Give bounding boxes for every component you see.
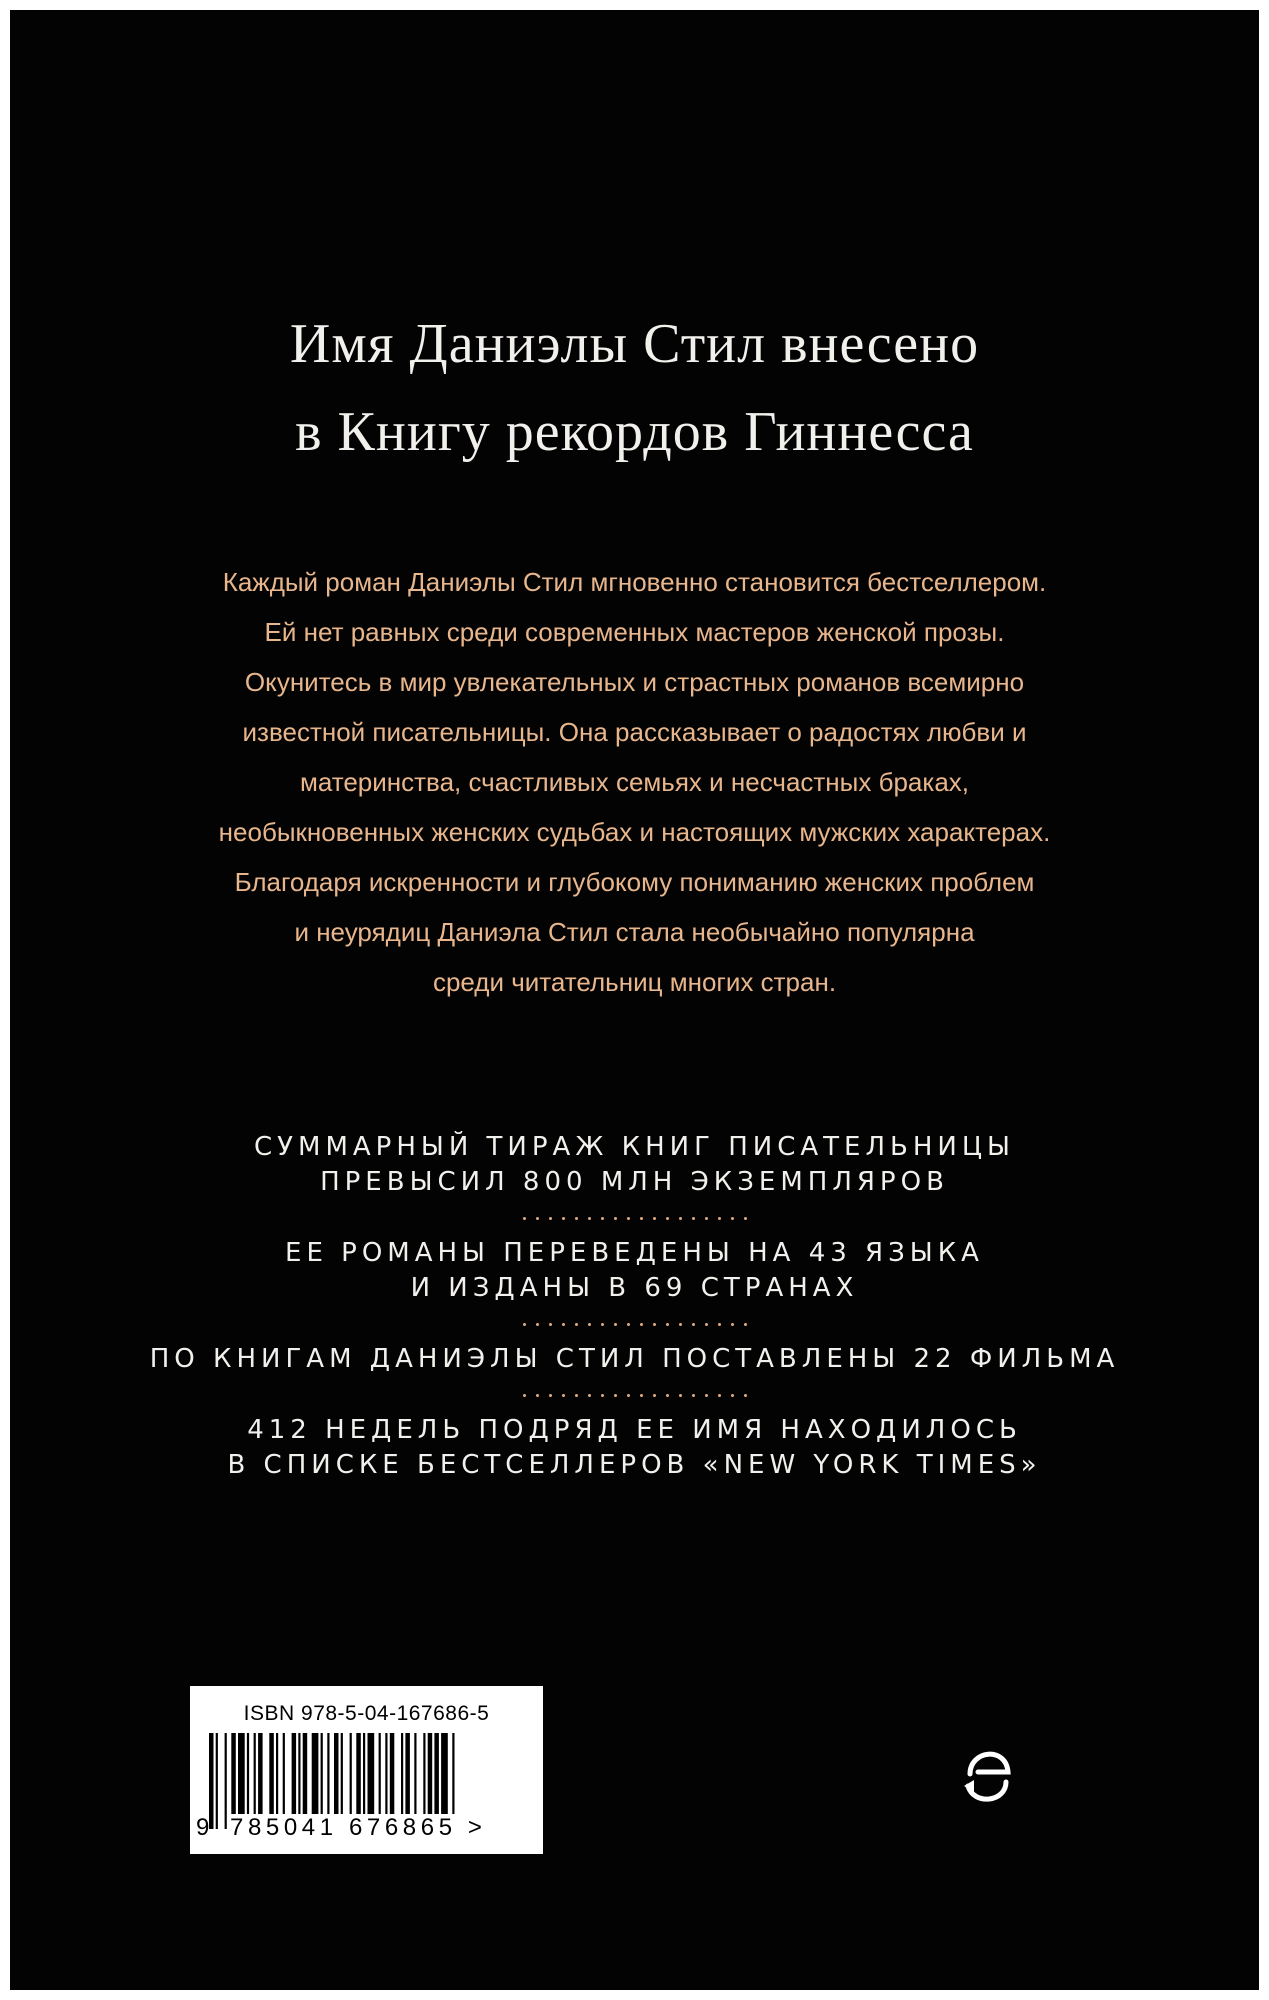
fact-line: ПРЕВЫСИЛ 800 МЛН ЭКЗЕМПЛЯРОВ xyxy=(320,1167,949,1197)
separator-dot xyxy=(718,1323,721,1326)
separator-dot xyxy=(653,1394,656,1397)
barcode-bar xyxy=(225,1733,227,1829)
separator-dot xyxy=(705,1323,708,1326)
separator-dot xyxy=(588,1217,591,1220)
separator-dot xyxy=(575,1217,578,1220)
separator-dot xyxy=(549,1394,552,1397)
ean-first-digit: 9 xyxy=(196,1814,214,1841)
blurb-line: среди читательниц многих стран. xyxy=(432,967,837,997)
separator-dot xyxy=(536,1394,539,1397)
separator-dot xyxy=(744,1394,747,1397)
separator-dot xyxy=(549,1323,552,1326)
separator-dot xyxy=(575,1394,578,1397)
separator-dot xyxy=(666,1323,669,1326)
separator-dot xyxy=(614,1217,617,1220)
fact-line: ПО КНИГАМ ДАНИЭЛЫ СТИЛ ПОСТАВЛЕНЫ 22 ФИЛЬМА xyxy=(149,1344,1120,1374)
separator-dot xyxy=(653,1323,656,1326)
separator-dot xyxy=(731,1217,734,1220)
separator-dot xyxy=(523,1217,526,1220)
blurb-line: известной писательницы. Она рассказывает о радостях любви и xyxy=(242,717,1027,747)
blurb-line: и неурядиц Даниэла Стил стала необычайно популярна xyxy=(294,917,975,947)
fact-item xyxy=(10,1236,1259,1306)
separator-dot xyxy=(692,1323,695,1326)
separator-dot xyxy=(666,1394,669,1397)
dotted-separator xyxy=(10,1377,1259,1413)
fact-item xyxy=(10,1342,1259,1377)
separator-dot xyxy=(523,1323,526,1326)
blurb xyxy=(10,557,1259,1007)
separator-dot xyxy=(614,1323,617,1326)
separator-dot xyxy=(731,1394,734,1397)
separator-dot xyxy=(718,1394,721,1397)
separator-dot xyxy=(575,1323,578,1326)
separator-dot xyxy=(692,1394,695,1397)
separator-dot xyxy=(562,1394,565,1397)
dotted-separator xyxy=(10,1306,1259,1342)
blurb-line: материнства, счастливых семьях и несчастных браках, xyxy=(299,767,970,797)
separator-dot xyxy=(627,1217,630,1220)
separator-dot xyxy=(601,1217,604,1220)
fact-line: 412 НЕДЕЛЬ ПОДРЯД ЕЕ ИМЯ НАХОДИЛОСЬ xyxy=(247,1415,1022,1445)
separator-dot xyxy=(666,1217,669,1220)
separator-dot xyxy=(549,1217,552,1220)
separator-dot xyxy=(653,1217,656,1220)
separator-dot xyxy=(536,1323,539,1326)
separator-dot xyxy=(679,1217,682,1220)
separator-dot xyxy=(614,1394,617,1397)
separator-dot xyxy=(601,1394,604,1397)
separator-dot xyxy=(627,1323,630,1326)
separator-dot xyxy=(640,1323,643,1326)
dotted-separator xyxy=(10,1200,1259,1236)
separator-dot xyxy=(705,1394,708,1397)
blurb-line: Ей нет равных среди современных мастеров женской прозы. xyxy=(264,617,1005,647)
blurb-line: Окунитесь в мир увлекательных и страстных романов всемирно xyxy=(244,667,1025,697)
isbn-text: ISBN 978-5-04-167686-5 xyxy=(243,1702,490,1725)
back-cover xyxy=(10,10,1259,1990)
fact-line: СУММАРНЫЙ ТИРАЖ КНИГ ПИСАТЕЛЬНИЦЫ xyxy=(254,1132,1015,1162)
separator-dot xyxy=(523,1394,526,1397)
separator-dot xyxy=(731,1323,734,1326)
separator-dot xyxy=(588,1394,591,1397)
separator-dot xyxy=(601,1323,604,1326)
facts-list xyxy=(10,1130,1259,1483)
fact-line: И ИЗДАНЫ В 69 СТРАНАХ xyxy=(410,1273,859,1303)
ean-digits: 785041 676865 > xyxy=(230,1814,487,1841)
separator-dot xyxy=(640,1217,643,1220)
barcode-bar xyxy=(216,1733,218,1829)
publisher-logo-icon xyxy=(960,1736,1016,1812)
separator-dot xyxy=(744,1323,747,1326)
headline-line: в Книгу рекордов Гиннесса xyxy=(295,401,974,463)
barcode-label xyxy=(190,1686,543,1854)
separator-dot xyxy=(562,1217,565,1220)
separator-dot xyxy=(692,1217,695,1220)
blurb-line: необыкновенных женских судьбах и настоящих мужских характерах. xyxy=(218,817,1051,847)
headline xyxy=(10,300,1259,476)
separator-dot xyxy=(744,1217,747,1220)
separator-dot xyxy=(640,1394,643,1397)
fact-line: В СПИСКЕ БЕСТСЕЛЛЕРОВ «NEW YORK TIMES» xyxy=(227,1450,1042,1480)
separator-dot xyxy=(588,1323,591,1326)
blurb-line: Благодаря искренности и глубокому пониманию женских проблем xyxy=(234,867,1035,897)
separator-dot xyxy=(627,1394,630,1397)
separator-dot xyxy=(718,1217,721,1220)
fact-line: ЕЕ РОМАНЫ ПЕРЕВЕДЕНЫ НА 43 ЯЗЫКА xyxy=(285,1238,984,1268)
separator-dot xyxy=(679,1323,682,1326)
separator-dot xyxy=(705,1217,708,1220)
separator-dot xyxy=(536,1217,539,1220)
blurb-line: Каждый роман Даниэлы Стил мгновенно становится бестселлером. xyxy=(222,567,1047,597)
fact-item xyxy=(10,1413,1259,1483)
headline-line: Имя Даниэлы Стил внесено xyxy=(289,313,980,375)
separator-dot xyxy=(562,1323,565,1326)
separator-dot xyxy=(679,1394,682,1397)
fact-item xyxy=(10,1130,1259,1200)
